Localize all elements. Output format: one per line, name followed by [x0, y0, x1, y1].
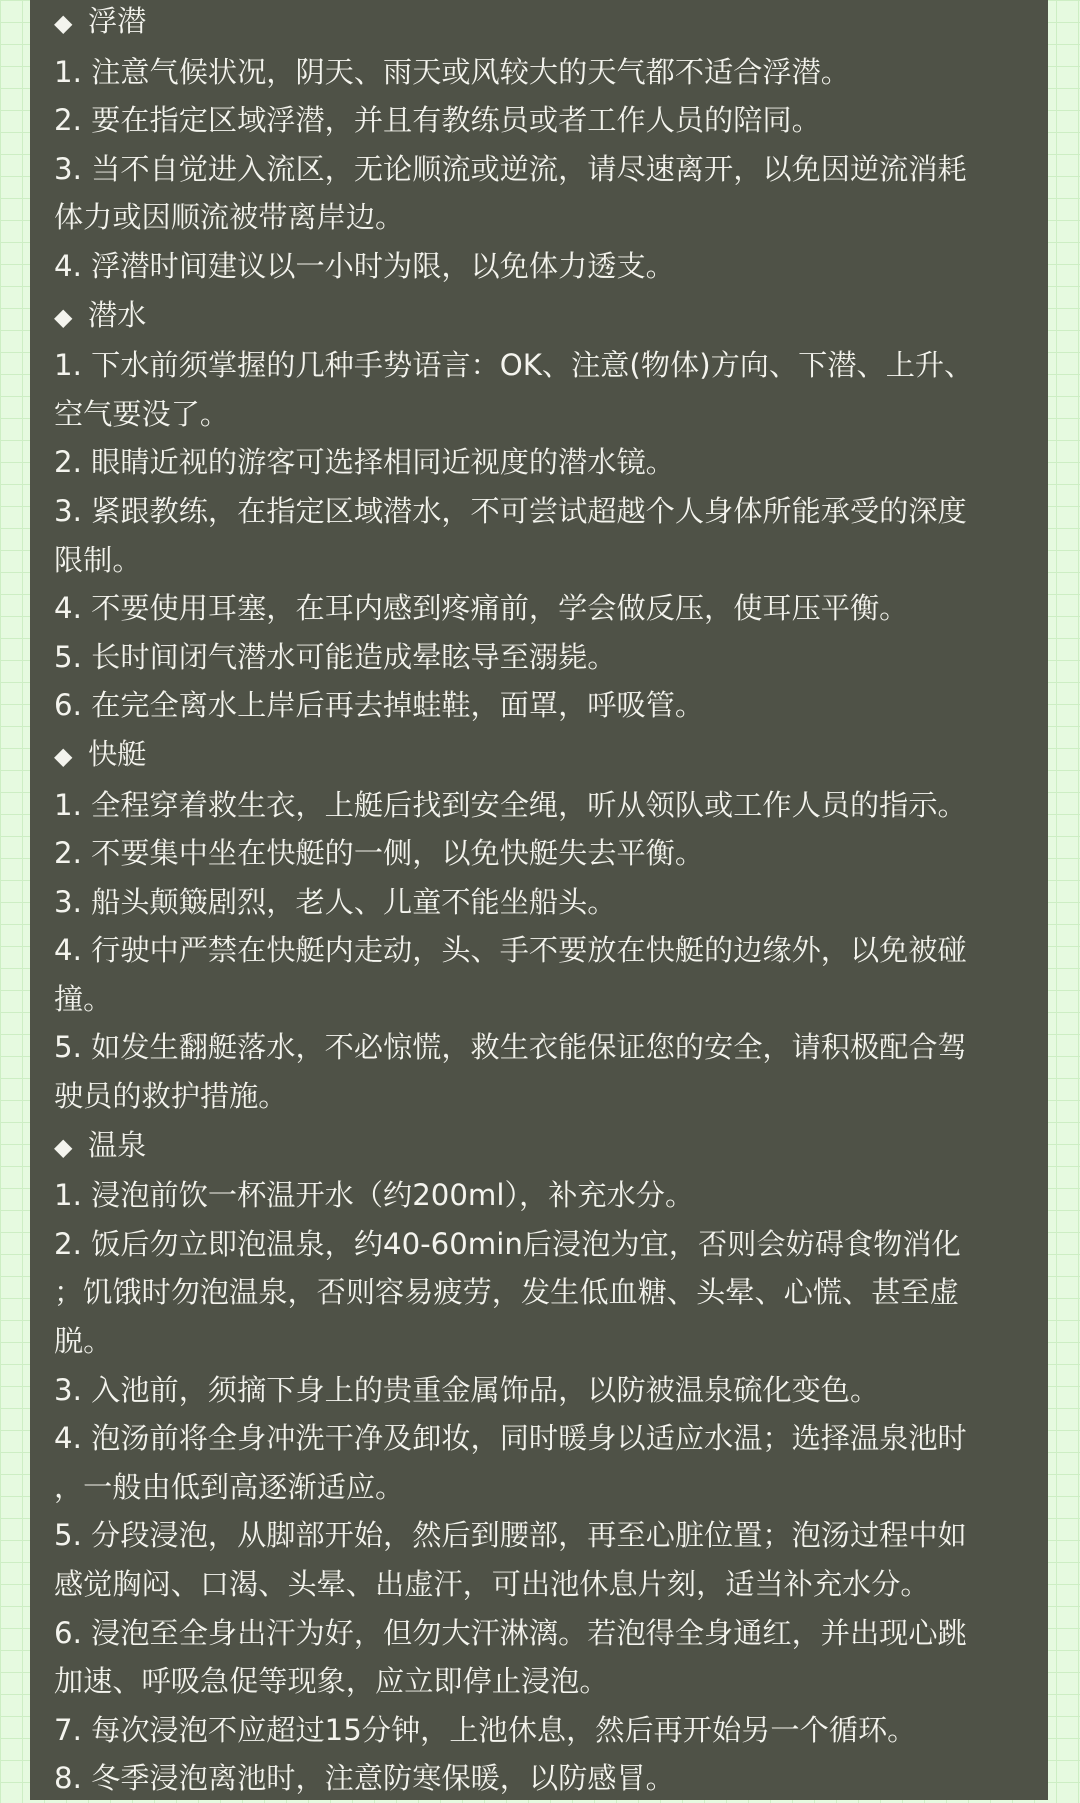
- section-heading-speedboat: [54, 730, 1030, 781]
- section-heading-hot-spring: [54, 1121, 1030, 1172]
- list-item: 3. 船头颠簸剧烈，老人、儿童不能坐船头。: [54, 884, 617, 919]
- list-item: 1. 全程穿着救生衣，上艇后找到安全绳，听从领队或工作人员的指示。: [54, 787, 967, 822]
- list-item-continued: 驶员的救护措施。: [54, 1079, 288, 1114]
- list-item-continued: 感觉胸闷、口渴、头晕、出虚汗，可出池休息片刻，适当补充水分。: [54, 1567, 930, 1601]
- list-item-continued: 限制。: [54, 542, 142, 577]
- list-item: 1. 下水前须掌握的几种手势语言：OK、注意(物体)方向、下潜、上升、: [54, 348, 974, 383]
- list-item: 8. 冬季浸泡离池时，注意防寒保暖，以防感冒。: [54, 1761, 675, 1796]
- list-item: 3. 紧跟教练，在指定区域潜水，不可尝试超越个人身体所能承受的深度: [54, 493, 967, 528]
- section-heading-snorkeling: [54, 0, 1030, 48]
- list-item: 4. 行驶中严禁在快艇内走动，头、手不要放在快艇的边缘外，以免被碰: [54, 933, 967, 968]
- list-item: 7. 每次浸泡不应超过15分钟，上池休息，然后再开始另一个循环。: [54, 1712, 917, 1747]
- list-item: 2. 不要集中坐在快艇的一侧，以免快艇失去平衡。: [54, 836, 705, 871]
- list-item: 2. 要在指定区域浮潜，并且有教练员或者工作人员的陪同。: [54, 103, 821, 138]
- diamond-bullet-icon: ◆: [54, 1132, 73, 1161]
- list-item: 5. 分段浸泡，从脚部开始，然后到腰部，再至心脏位置；泡汤过程中如: [54, 1518, 967, 1553]
- list-item: 1. 浸泡前饮一杯温开水（约200ml），补充水分。: [54, 1178, 695, 1213]
- list-item-continued: 脱。: [54, 1324, 113, 1359]
- list-item: 5. 长时间闭气潜水可能造成晕眩导至溺毙。: [54, 639, 617, 674]
- list-item: 4. 浮潜时间建议以一小时为限，以免体力透支。: [54, 248, 675, 283]
- list-item: 6. 在完全离水上岸后再去掉蛙鞋，面罩，呼吸管。: [54, 688, 705, 723]
- list-item-continued: ，一般由低到高逐渐适应。: [54, 1469, 405, 1504]
- diamond-bullet-icon: ◆: [54, 741, 73, 770]
- heading-text: 潜水: [88, 297, 147, 332]
- list-item: 6. 浸泡至全身出汗为好，但勿大汗淋漓。若泡得全身通红，并出现心跳: [54, 1615, 967, 1650]
- list-item: 5. 如发生翻艇落水，不必惊慌，救生衣能保证您的安全，请积极配合驾: [54, 1030, 967, 1065]
- list-item-continued: 撞。: [54, 981, 113, 1016]
- list-item: 1. 注意气候状况，阴天、雨天或风较大的天气都不适合浮潜。: [54, 54, 850, 89]
- list-item: 2. 饭后勿立即泡温泉，约40-60min后浸泡为宜，否则会妨碍食物消化: [54, 1226, 961, 1261]
- list-item: 4. 泡汤前将全身冲洗干净及卸妆，同时暖身以适应水温；选择温泉池时: [54, 1421, 967, 1456]
- list-item-continued: 体力或因顺流被带离岸边。: [54, 200, 405, 235]
- list-item: 3. 入池前，须摘下身上的贵重金属饰品，以防被温泉硫化变色。: [54, 1372, 880, 1407]
- section-heading-diving: [54, 291, 1030, 342]
- list-item: 3. 当不自觉进入流区，无论顺流或逆流，请尽速离开，以免因逆流消耗: [54, 151, 967, 186]
- list-item-continued: ；饥饿时勿泡温泉，否则容易疲劳，发生低血糖、头晕、心慌、甚至虚: [54, 1275, 959, 1310]
- diamond-bullet-icon: ◆: [54, 9, 73, 37]
- list-item: 4. 不要使用耳塞，在耳内感到疼痛前，学会做反压，使耳压平衡。: [54, 591, 909, 626]
- content-panel: [30, 0, 1048, 1800]
- diamond-bullet-icon: ◆: [54, 302, 73, 331]
- list-item-continued: 加速、呼吸急促等现象，应立即停止浸泡。: [54, 1664, 609, 1699]
- list-item-continued: 空气要没了。: [54, 396, 230, 431]
- heading-text: 快艇: [88, 736, 147, 771]
- list-item: 2. 眼睛近视的游客可选择相同近视度的潜水镜。: [54, 445, 675, 480]
- heading-text: 浮潜: [88, 4, 147, 38]
- heading-text: 温泉: [88, 1127, 147, 1162]
